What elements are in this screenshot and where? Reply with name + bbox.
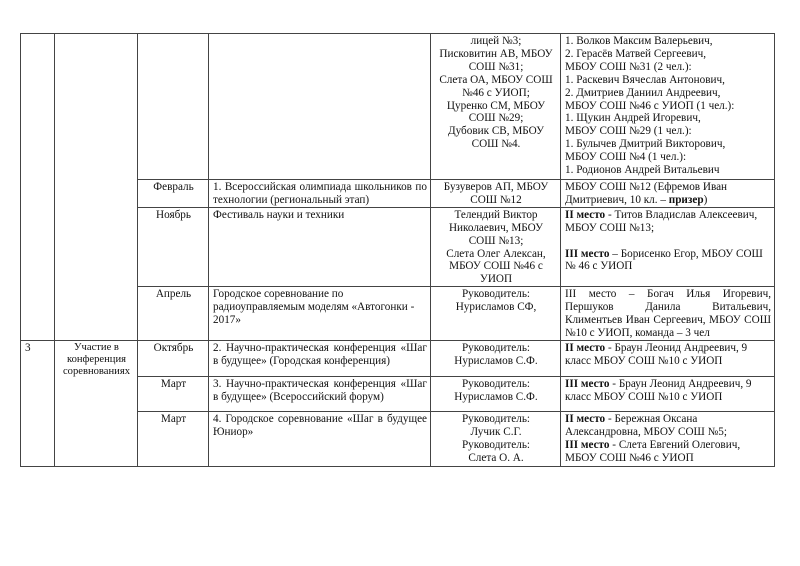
table-row (21, 34, 775, 180)
event-cell: 2. Научно-практическая конференция «Шаг в будущее» (Городская конференция) (209, 340, 431, 376)
leader-line: Руководитель: (461, 438, 531, 451)
result-line: 2. Дмитриев Даниил Андреевич, (565, 86, 721, 99)
direction-cell: Участие в конференция соревнованиях (55, 340, 138, 466)
leader-line: Телендий Виктор (454, 208, 538, 221)
leader-line: Нурисламов С.Ф. (454, 354, 538, 367)
result-award: III место (565, 438, 610, 451)
result-line: МБОУ СОШ №29 (1 чел.): (565, 125, 692, 138)
result-entry (565, 413, 771, 439)
result-entry (565, 209, 771, 235)
leader-cell (431, 207, 561, 286)
leader-line: №46 с УИОП; (462, 86, 530, 99)
result-line: 1. Щукин Андрей Игоревич, (565, 112, 701, 125)
result-text: – Борисенко Егор, МБОУ СОШ № 46 с УИОП (565, 247, 763, 273)
leader-cell (431, 340, 561, 376)
leader-line: СОШ №31; (468, 60, 524, 73)
month-cell: Апрель (138, 287, 209, 341)
leader-line: Бузуверов АП, МБОУ (443, 181, 549, 193)
result-text: - Слета Евгений Олегович, МБОУ СОШ №46 с УИОП (565, 438, 741, 464)
result-line: МБОУ СОШ №31 (2 чел.): (565, 60, 692, 73)
leader-line: Руководитель: (461, 377, 531, 390)
result-award: призер (668, 193, 704, 206)
leader-line: Нурисламов СФ, (455, 301, 537, 314)
result-text: - Титов Владислав Алексеевич, МБОУ СОШ №13; (565, 208, 758, 234)
result-award: II место (565, 208, 606, 221)
leader-line: СОШ №29; (468, 112, 524, 125)
result-cell (561, 340, 775, 376)
leader-cell (431, 34, 561, 180)
month-cell: Февраль (138, 180, 209, 208)
month-cell: Ноябрь (138, 207, 209, 286)
leader-line: Николаевич, МБОУ (448, 221, 544, 234)
result-cell (561, 180, 775, 208)
event-cell: Фестиваль науки и техники (209, 207, 431, 286)
result-line: МБОУ СОШ №4 (1 чел.): (565, 151, 687, 164)
result-cell (561, 34, 775, 180)
leader-line: Слета Олег Алексан, (446, 247, 546, 260)
leader-line: СОШ №13; (468, 234, 524, 247)
month-cell (138, 34, 209, 180)
blank-line (565, 235, 771, 248)
leader-cell (431, 411, 561, 466)
leader-line: Руководитель: (461, 412, 531, 425)
leader-line: Писковитин АВ, МБОУ (439, 47, 553, 60)
leader-line: Цуренко СМ, МБОУ (446, 99, 546, 112)
result-text: ) (703, 193, 708, 206)
leader-line: СОШ №12 (470, 193, 522, 206)
result-line: 2. Герасёв Матвей Сергеевич, (565, 47, 707, 60)
result-text: МБОУ СОШ №12 (Ефремов Иван Дмитриевич, 10 кл. – (565, 181, 728, 206)
direction-cell (55, 34, 138, 341)
result-cell (561, 411, 775, 466)
leader-line: лицей №3; (470, 35, 522, 47)
result-award: III место (565, 247, 610, 260)
leader-line: Слета ОА, МБОУ СОШ (439, 73, 553, 86)
result-cell (561, 376, 775, 411)
month-cell: Март (138, 376, 209, 411)
result-award: III место (565, 377, 610, 390)
result-award: II место (565, 341, 606, 354)
event-cell: 1. Всероссийская олимпиада школьников по технологии (региональный этап) (209, 180, 431, 208)
leader-line: УИОП (479, 273, 513, 286)
leader-cell (431, 180, 561, 208)
event-cell: Городское соревнование по радиоуправляемым моделям «Автогонки - 2017» (209, 287, 431, 341)
leader-line: Лучик С.Г. (470, 425, 522, 438)
leader-line: Руководитель: (461, 341, 531, 354)
result-line: 1. Родионов Андрей Витальевич (565, 164, 720, 177)
result-entry (565, 439, 771, 465)
leader-line: МБОУ СОШ №46 с (449, 260, 543, 273)
month-cell: Октябрь (138, 340, 209, 376)
result-text: - Браун Леонид Андреевич, 9 класс МБОУ СОШ №10 с УИОП (565, 341, 748, 367)
result-line: 1. Булычев Дмитрий Викторович, (565, 138, 726, 151)
row-number-cell (21, 34, 55, 341)
month-cell: Март (138, 411, 209, 466)
result-line: 1. Раскевич Вячеслав Антонович, (565, 73, 725, 86)
leader-cell (431, 376, 561, 411)
leader-line: СОШ №4. (471, 138, 521, 151)
event-cell: 3. Научно-практическая конференция «Шаг в будущее» (Всероссийский форум) (209, 376, 431, 411)
table-row (21, 340, 775, 376)
result-text: - Браун Леонид Андреевич, 9 класс МБОУ СОШ №10 с УИОП (565, 377, 752, 403)
result-cell (561, 207, 775, 286)
result-line: МБОУ СОШ №46 с УИОП (1 чел.): (565, 99, 735, 112)
result-line: 1. Волков Максим Валерьевич, (565, 35, 713, 47)
leader-line: Руководитель: (461, 288, 531, 301)
leader-cell (431, 287, 561, 341)
leader-line: Слета О. А. (468, 451, 524, 464)
activities-table (20, 33, 775, 467)
leader-line: Дубовик СВ, МБОУ (447, 125, 545, 138)
row-number-cell: 3 (21, 340, 55, 466)
result-cell: III место – Богач Илья Игоревич, Першуков Данила Витальевич, Климентьев Иван Сергеевич, МБОУ СОШ №10 с УИОП, команда – 3 чел (561, 287, 775, 341)
result-text: - Бережная Оксана Александровна, МБОУ СОШ №5; (565, 412, 728, 438)
leader-line: Нурисламов С.Ф. (454, 390, 538, 403)
event-cell (209, 34, 431, 180)
event-cell: 4. Городское соревнование «Шаг в будущее Юниор» (209, 411, 431, 466)
result-entry (565, 248, 771, 274)
result-award: II место (565, 412, 606, 425)
